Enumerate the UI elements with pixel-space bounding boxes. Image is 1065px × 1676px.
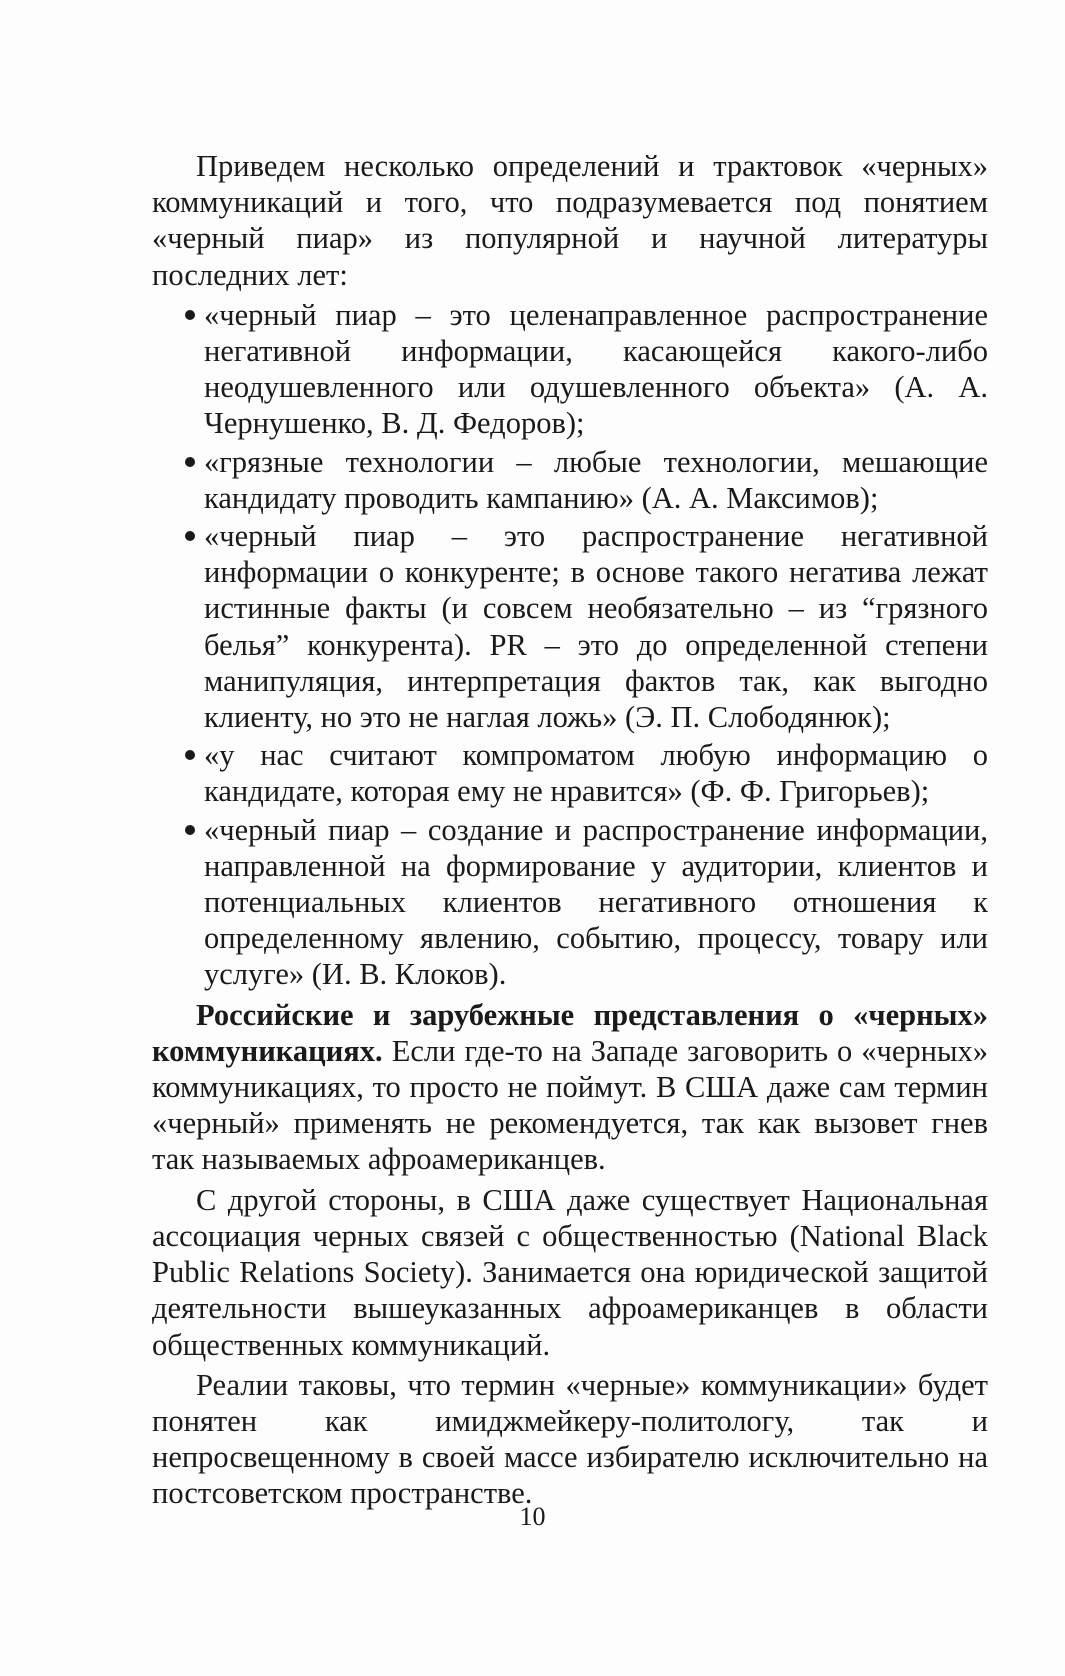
definition-text: «черный пиар – это распространение негативной информации о конкуренте; в основе такого негатива лежат истинные факты (и совсем необязательно – из “грязного белья” конкурента). PR – это до определенной степени манипуляция, интерпретация фактов так, как выгодно клиенту, но это не наглая ложь» (Э. П. Слободянюк); bbox=[204, 519, 988, 735]
bullet-icon bbox=[185, 310, 195, 320]
definitions-list bbox=[152, 297, 988, 993]
body-text bbox=[152, 148, 988, 1512]
list-item bbox=[152, 518, 988, 735]
definition-text: «черный пиар – это целенаправленное распространение негативной информации, касающейся какого-либо неодушевленного или одушевленного объекта» (А. А. Чернушенко, В. Д. Федоров); bbox=[204, 297, 988, 441]
bullet-icon bbox=[185, 750, 195, 760]
body-paragraph: Реалии таковы, что термин «черные» коммуникации» будет понятен как имиджмейкеру-политологу, так и непросвещенному в своей массе избирателю исключительно на постсоветском пространстве. bbox=[152, 1367, 988, 1511]
list-item bbox=[152, 812, 988, 993]
definition-text: «черный пиар – создание и распространение информации, направленной на формирование у аудитории, клиентов и потенциальных клиентов негативного отношения к определенному явлению, событию, процессу, товару или услуге» (И. В. Клоков). bbox=[204, 812, 988, 992]
section-paragraph bbox=[152, 997, 988, 1178]
body-paragraph: С другой стороны, в США даже существует Национальная ассоциация черных связей с общественностью (National Black Public Relations Society). Занимается она юридической защитой деятельности вышеуказанных афроамериканцев в области общественных коммуникаций. bbox=[152, 1182, 988, 1362]
section-heading: Российские и зарубежные представления о «черных» коммуникациях. bbox=[152, 997, 988, 1068]
definition-text: «у нас считают компроматом любую информацию о кандидате, которая ему не нравится» (Ф. Ф. Григорьев); bbox=[204, 738, 988, 809]
section-text: Если где-то на Западе заговорить о «черных» коммуникациях, то просто не поймут. В США даже сам термин «черный» применять не рекомендуется, так как вызовет гнев так называемых афроамериканцев. bbox=[152, 1033, 988, 1177]
bullet-icon bbox=[185, 531, 195, 541]
list-item bbox=[152, 444, 988, 516]
definition-text: «грязные технологии – любые технологии, мешающие кандидату проводить кампанию» (А. А. Максимов); bbox=[204, 444, 988, 515]
list-item bbox=[152, 737, 988, 809]
bullet-icon bbox=[185, 457, 195, 467]
page-number: 10 bbox=[519, 1502, 546, 1531]
list-item bbox=[152, 297, 988, 442]
intro-paragraph: Приведем несколько определений и трактовок «черных» коммуникаций и того, что подразумевается под понятием «черный пиар» из популярной и научной литературы последних лет: bbox=[152, 149, 988, 292]
bullet-icon bbox=[185, 825, 195, 835]
